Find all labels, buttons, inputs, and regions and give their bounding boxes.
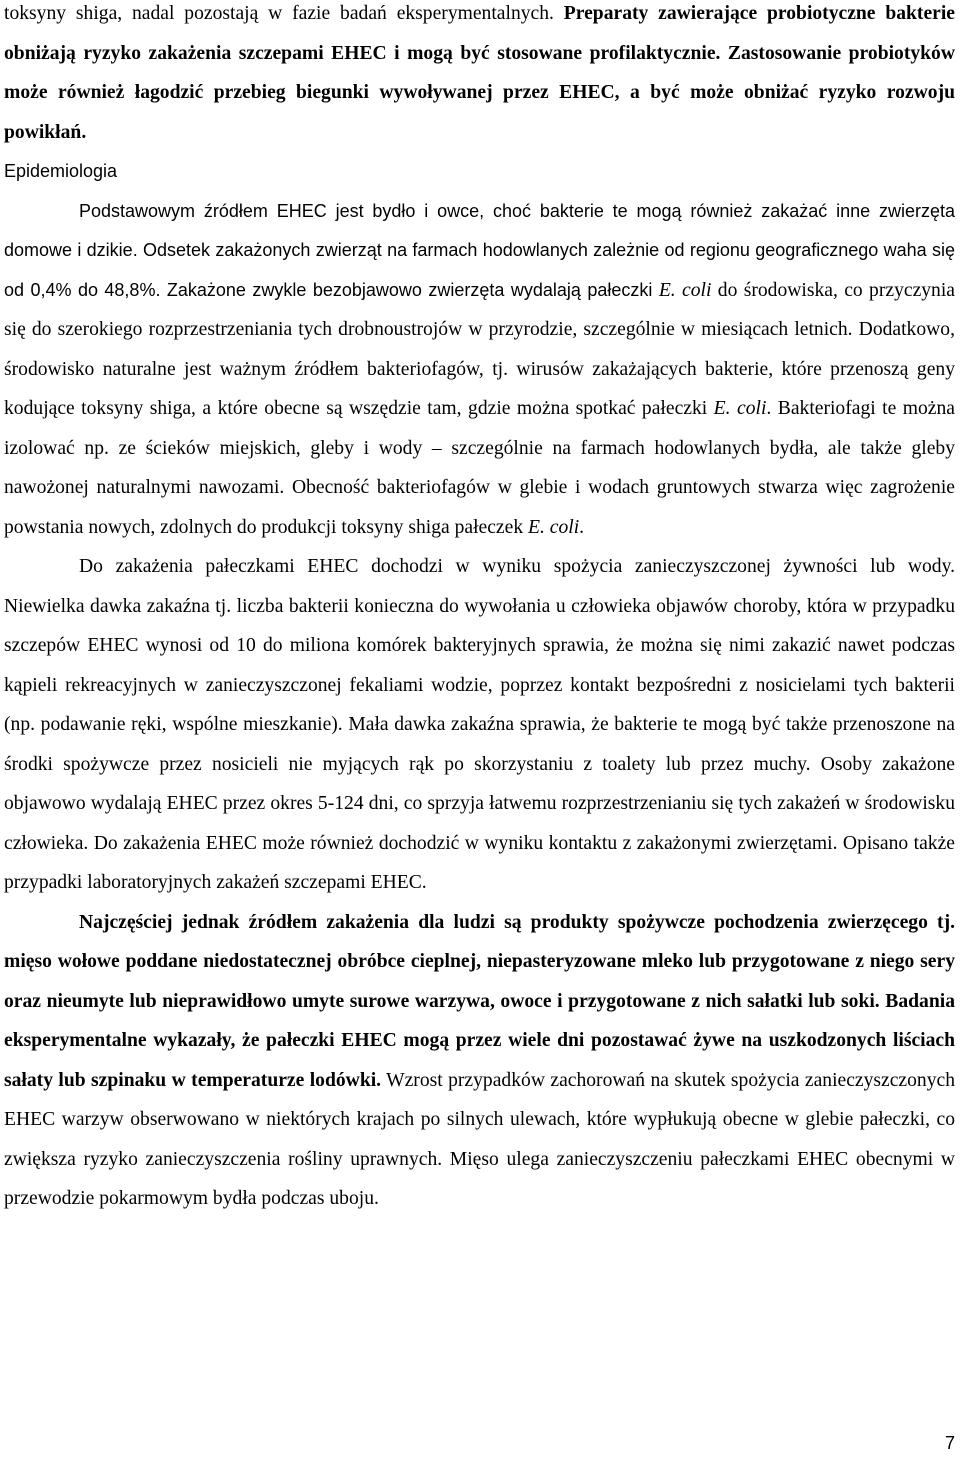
epidemiology-text-f: . Bakteriofagi te można izolować np. ze ścieków miejskich, gleby i wody – szczególnie na farmach hodowlanych bydła, ale także gleby nawożonej naturalnymi nawozami. Obecność bakteriofagów w glebie i wodach gruntowych stwarza więc zagrożenie powstania nowych, zdolnych do produkcji toksyny shiga pałeczek (4, 398, 955, 538)
probiotics-bold-text: Preparaty zawierające probiotyczne bakterie obniżają ryzyko zakażenia szczepami EHEC i mogą być stosowane profilaktycznie. Zastosowanie probiotyków może również łagodzić przebieg biegunki wywoływanej przez EHEC, a być może obniżać ryzyko rozwoju powikłań. (4, 3, 955, 143)
epidemiology-text-b: Odsetek zakażonych zwierząt na farmach hodowlanych zależnie od regionu geograficznego waha się od 0,4% do 48,8%. Zakażone zwykle bezobjawowo zwierzęta wydalają pałeczki (4, 240, 955, 300)
section-heading: Epidemiologia (4, 161, 118, 181)
epidemiology-lead-text: Podstawowym źródłem EHEC jest bydło i owce, choć bakterie te mogą również zakażać inne zwierzęta domowe i dzikie. (4, 200, 955, 260)
epidemiology-text-d: do środowiska, co przyczynia się do szerokiego rozprzestrzeniania tych drobnoustrojów w przyrodzie, szczególnie w miesiącach letnich. Dodatkowo, środowisko naturalne jest ważnym źródłem bakteriofagów, tj. wirusów zakażających bakterie, które przenoszą geny kodujące toksyny shiga, a które obecne są wszędzie tam, gdzie można spotkać pałeczki (4, 279, 955, 419)
species-ecoli: E. coli (713, 398, 767, 419)
food-sources-paragraph (4, 903, 955, 1219)
period: . (579, 516, 585, 538)
species-abbrev: E. (658, 279, 676, 301)
intro-sentence: toksyny shiga, nadal pozostają w fazie badań eksperymentalnych. (4, 3, 554, 24)
species-name: coli (682, 279, 712, 301)
epidemiology-paragraph (4, 192, 955, 548)
page-number: 7 (944, 1433, 955, 1453)
document-page (4, 0, 955, 1219)
intro-paragraph (4, 0, 955, 152)
food-sources-bold-text: Najczęściej jednak źródłem zakażenia dla ludzi są produkty spożywcze pochodzenia zwierzęcego tj. mięso wołowe poddane niedostatecznej obróbce cieplnej, niepasteryzowane mleko lub przygotowane z niego sery oraz nieumyte lub nieprawidłowo umyte surowe warzywa, owoce i przygotowane z nich sałatki lub soki. Badania eksperymentalne wykazały, że pałeczki EHEC mogą przez wiele dni pozostawać żywe na uszkodzonych liściach sałaty lub szpinaku w temperaturze lodówki. (4, 911, 955, 1091)
transmission-paragraph: Do zakażenia pałeczkami EHEC dochodzi w wyniku spożycia zanieczyszczonej żywności lub wody. Niewielka dawka zakaźna tj. liczba bakterii konieczna do wywołania u człowieka objawów choroby, która w przypadku szczepów EHEC wynosi od 10 do miliona komórek bakteryjnych sprawia, że można się nimi zakazić nawet podczas kąpieli rekreacyjnych w zanieczyszczonej fekaliami wodzie, poprzez kontakt bezpośredni z nosicielami tych bakterii (np. podawanie ręki, wspólne mieszkanie). Mała dawka zakaźna sprawia, że bakterie te mogą być także przenoszone na środki spożywcze przez nosicieli nie myjących rąk po skorzystaniu z toalety lub przez muchy. Osoby zakażone objawowo wydalają EHEC przez okres 5-124 dni, co sprzyja łatwemu rozprzestrzenianiu się tych zakażeń w środowisku człowieka. Do zakażenia EHEC może również dochodzić w wyniku kontaktu z zakażonymi zwierzętami. Opisano także przypadki laboratoryjnych zakażeń szczepami EHEC. (4, 556, 955, 893)
food-sources-text: Wzrost przypadków zachorowań na skutek spożycia zanieczyszczonych EHEC warzyw obserwowano w niektórych krajach po silnych ulewach, które wypłukują obecne w glebie pałeczki, co zwiększa ryzyko zanieczyszczenia rośliny uprawnych. Mięso ulega zanieczyszczeniu pałeczkami EHEC obecnymi w przewodzie pokarmowym bydła podczas uboju. (4, 1069, 955, 1209)
species-ecoli-2: E. coli (528, 516, 580, 538)
